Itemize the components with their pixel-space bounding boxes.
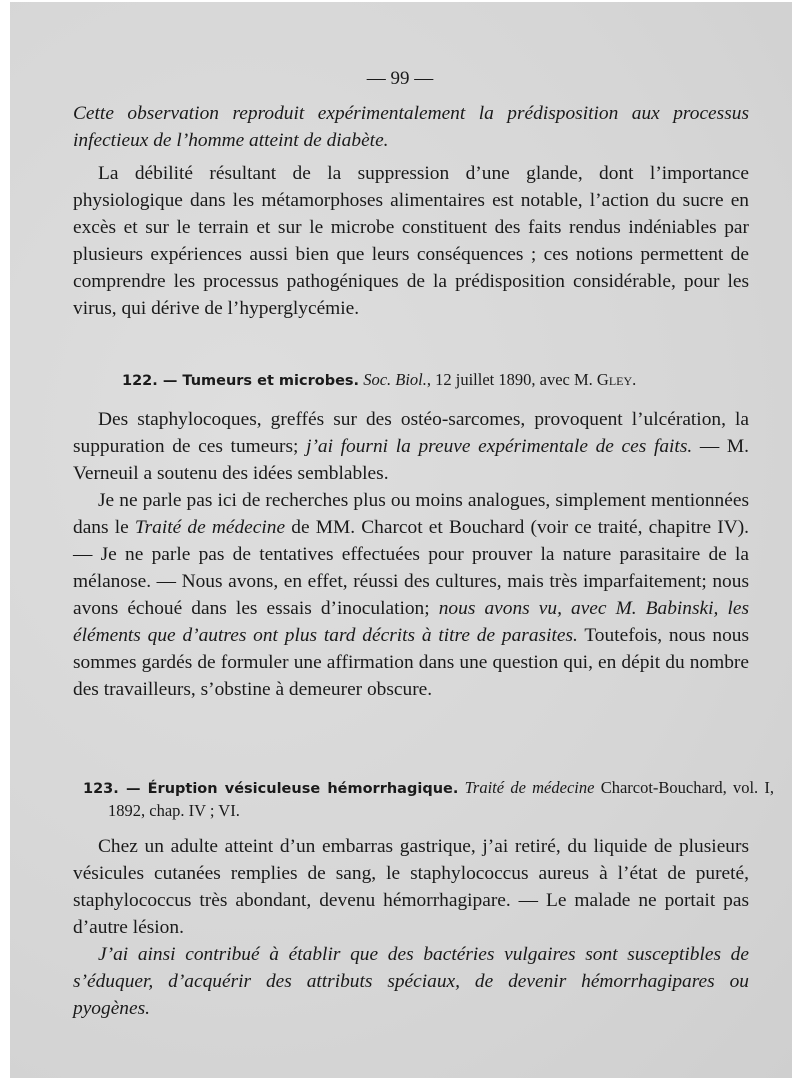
- section-122-coauthor: Gley: [596, 370, 633, 389]
- section-123-source-details: Charcot-Bouchard, vol. I, 1892, chap. IV ; VI.: [108, 778, 775, 820]
- section-123-paragraph-2: [73, 941, 749, 1022]
- s122-p2-text-c: Toutefois, nous nous sommes gardés de formuler une affirmation dans une question qui, en dépit du nombre des travailleurs, s’obstine à demeurer obscure.: [73, 625, 750, 700]
- s122-p2-italic-title: Traité de médecine: [134, 517, 286, 538]
- section-122-heading: [122, 369, 762, 392]
- s122-p1-text: Des staphylocoques, greffés sur des ostéo-sarcomes, provoquent l’ulcération, la suppuration de ces tumeurs;: [73, 409, 749, 457]
- s123-p2-italic: J’ai ainsi contribué à établir que des bactéries vulgaires sont susceptibles de s’éduquer, d’acquérir des attributs spéciaux, de devenir hémorrhagipares ou pyogènes.: [73, 944, 749, 1019]
- section-122-title: Tumeurs et microbes.: [182, 373, 360, 389]
- s122-p2-text-b: de MM. Charcot et Bouchard (voir ce traité, chapitre IV). — Je ne parle pas de tentatives effectuées pour prouver la nature parasitaire de la mélanose. — Nous avons, en effet, réussi des cultures, mais très imparfaitement; nous avons échoué dans les essais d’inoculation;: [73, 517, 750, 619]
- page-number: — 99 —: [366, 68, 434, 89]
- debility-paragraph: [73, 160, 749, 322]
- section-122-paragraph-1: [73, 406, 749, 487]
- section-122-paragraph-2: [73, 487, 749, 703]
- s122-p1-end: — M. Verneuil a soutenu des idées semblables.: [73, 436, 749, 484]
- section-123-paragraph-1: [73, 833, 749, 941]
- debility-text: La débilité résultant de la suppression d’une glande, dont l’importance physiologique dans les métamorphoses alimentaires est notable, l’action du sucre en excès et sur le terrain et sur le microbe constituent des faits rendus indéniables par plusieurs expériences aussi bien que leurs conséquences ; ces notions permettent de comprendre les processus pathogéniques de la prédisposition considérable, pour les virus, qui dérive de l’hyperglycémie.: [73, 163, 749, 319]
- section-123-source: Traité de médecine: [464, 778, 595, 797]
- section-122-number: 122. —: [122, 373, 178, 389]
- s123-p1-text: Chez un adulte atteint d’un embarras gastrique, j’ai retiré, du liquide de plusieurs vésicules cutanées remplies de sang, le staphylococcus aureus à l’état de pureté, staphylococcus très abondant, devenu hémorrhagipare. — Le malade ne portait pas d’autre lésion.: [73, 836, 749, 938]
- section-122-source-details: , 12 juillet 1890, avec M.: [426, 370, 597, 389]
- section-122-period: .: [632, 370, 637, 389]
- intro-italic-text: Cette observation reproduit expérimentalement la prédisposition aux processus infectieux de l’homme atteint de diabète.: [73, 103, 749, 151]
- s122-p1-italic: j’ai fourni la preuve expérimentale de ces faits.: [306, 436, 693, 457]
- section-123-heading: [83, 777, 774, 822]
- intro-italic-paragraph: [73, 100, 749, 154]
- section-123-title: Éruption vésiculeuse hémorrhagique.: [147, 781, 459, 797]
- s122-p2-text-a: Je ne parle pas ici de recherches plus ou moins analogues, simplement mentionnées dans le: [73, 490, 749, 538]
- section-122-source: Soc. Biol.: [363, 370, 427, 389]
- section-123-number: 123. —: [83, 781, 141, 797]
- s122-p2-italic-claim: nous avons vu, avec M. Babinski, les éléments que d’autres ont plus tard décrits à titre de parasites.: [73, 598, 749, 646]
